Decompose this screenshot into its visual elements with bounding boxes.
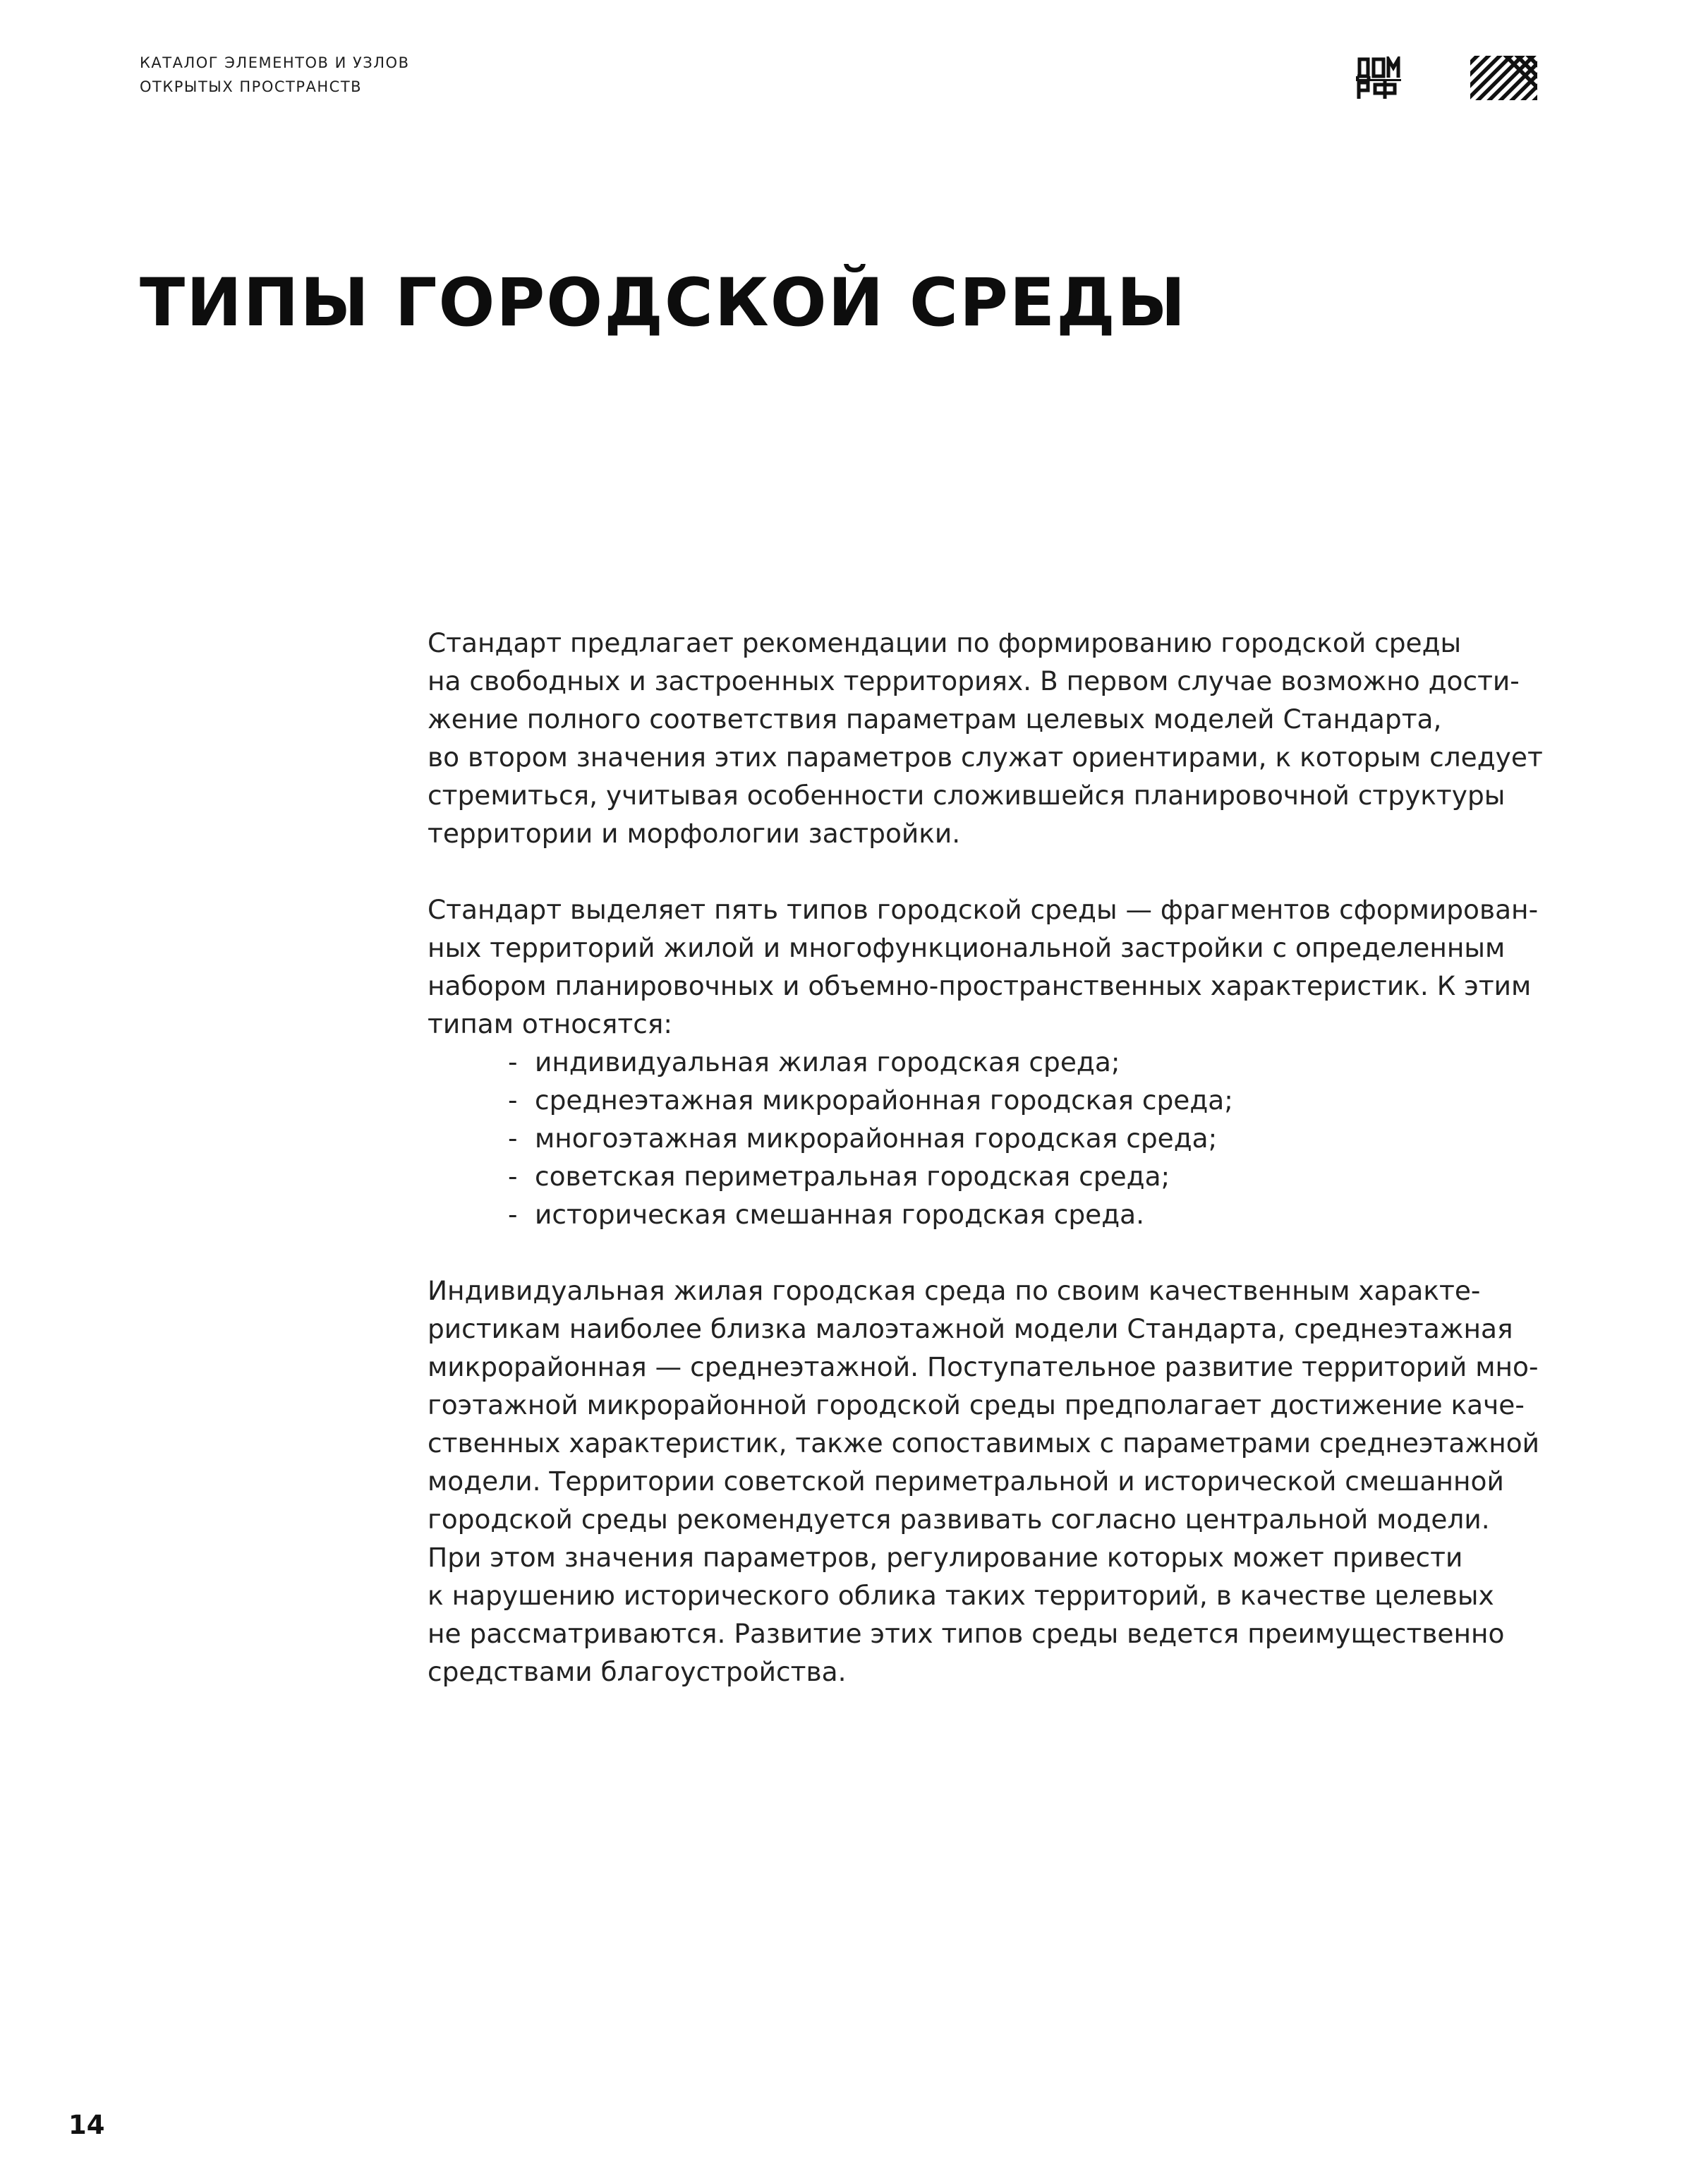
list-item: - многоэтажная микрорайонная городская среда; [508,1123,1218,1154]
list-item: - индивидуальная жилая городская среда; [508,1046,1120,1078]
running-header [140,51,409,99]
text-line: ных территорий жилой и многофункциональной застройки с определенным [428,932,1506,963]
main-text [428,624,1563,1691]
list-item-text: историческая смешанная городская среда. [535,1199,1145,1230]
text-line: Стандарт предлагает рекомендации по формированию городской среды [428,627,1462,658]
text-line: набором планировочных и объемно-пространственных характеристик. К этим [428,970,1532,1001]
environment-types-list [428,1043,1563,1233]
list-item: - историческая смешанная городская среда. [508,1199,1145,1230]
diagonal-pattern-logo-icon [1470,56,1537,100]
paragraph-development-models [428,1272,1563,1691]
text-line: При этом значения параметров, регулирование которых может привести [428,1542,1463,1573]
paragraph-standard-recommendations [428,624,1563,852]
text-line: типам относятся: [428,1008,673,1039]
text-line: гоэтажной микрорайонной городской среды предполагает достижение каче- [428,1389,1525,1420]
list-item: - среднеэтажная микрорайонная городская среда; [508,1085,1233,1116]
list-item: - советская периметральная городская среда; [508,1161,1170,1192]
paragraph-five-types [428,891,1563,1043]
dom-rf-logo-icon [1356,56,1403,100]
text-line: на свободных и застроенных территориях. В первом случае возможно дости- [428,665,1520,696]
list-item-text: советская периметральная городская среда; [535,1161,1170,1192]
text-line: во втором значения этих параметров служат ориентирами, к которым следует [428,742,1543,773]
text-line: не рассматриваются. Развитие этих типов среды ведется преимущественно [428,1618,1505,1649]
text-line: средствами благоустройства. [428,1656,847,1687]
text-line: Стандарт выделяет пять типов городской среды — фрагментов сформирован- [428,894,1539,925]
text-line: ристикам наиболее близка малоэтажной модели Стандарта, среднеэтажная [428,1313,1513,1344]
page-number: 14 [68,2110,105,2140]
text-line: ственных характеристик, также сопоставимых с параметрами среднеэтажной [428,1427,1540,1459]
page-title: ТИПЫ ГОРОДСКОЙ СРЕДЫ [140,265,1187,342]
text-line: территории и морфологии застройки. [428,818,961,849]
text-line: Индивидуальная жилая городская среда по своим качественным характе- [428,1275,1481,1306]
text-line: жение полного соответствия параметрам целевых моделей Стандарта, [428,704,1442,735]
text-line: к нарушению исторического облика таких территорий, в качестве целевых [428,1580,1494,1611]
list-item-text: среднеэтажная микрорайонная городская среда; [535,1085,1233,1116]
list-item-text: многоэтажная микрорайонная городская среда; [535,1123,1218,1154]
text-line: модели. Территории советской периметральной и исторической смешанной [428,1466,1504,1497]
running-header-line-1: КАТАЛОГ ЭЛЕМЕНТОВ И УЗЛОВ [140,54,410,71]
text-line: микрорайонная — среднеэтажной. Поступательное развитие территорий мно- [428,1351,1539,1382]
list-item-text: индивидуальная жилая городская среда; [535,1046,1120,1078]
running-header-line-2: ОТКРЫТЫХ ПРОСТРАНСТВ [140,78,363,95]
text-line: стремиться, учитывая особенности сложившейся планировочной структуры [428,780,1506,811]
text-line: городской среды рекомендуется развивать согласно центральной модели. [428,1504,1490,1535]
